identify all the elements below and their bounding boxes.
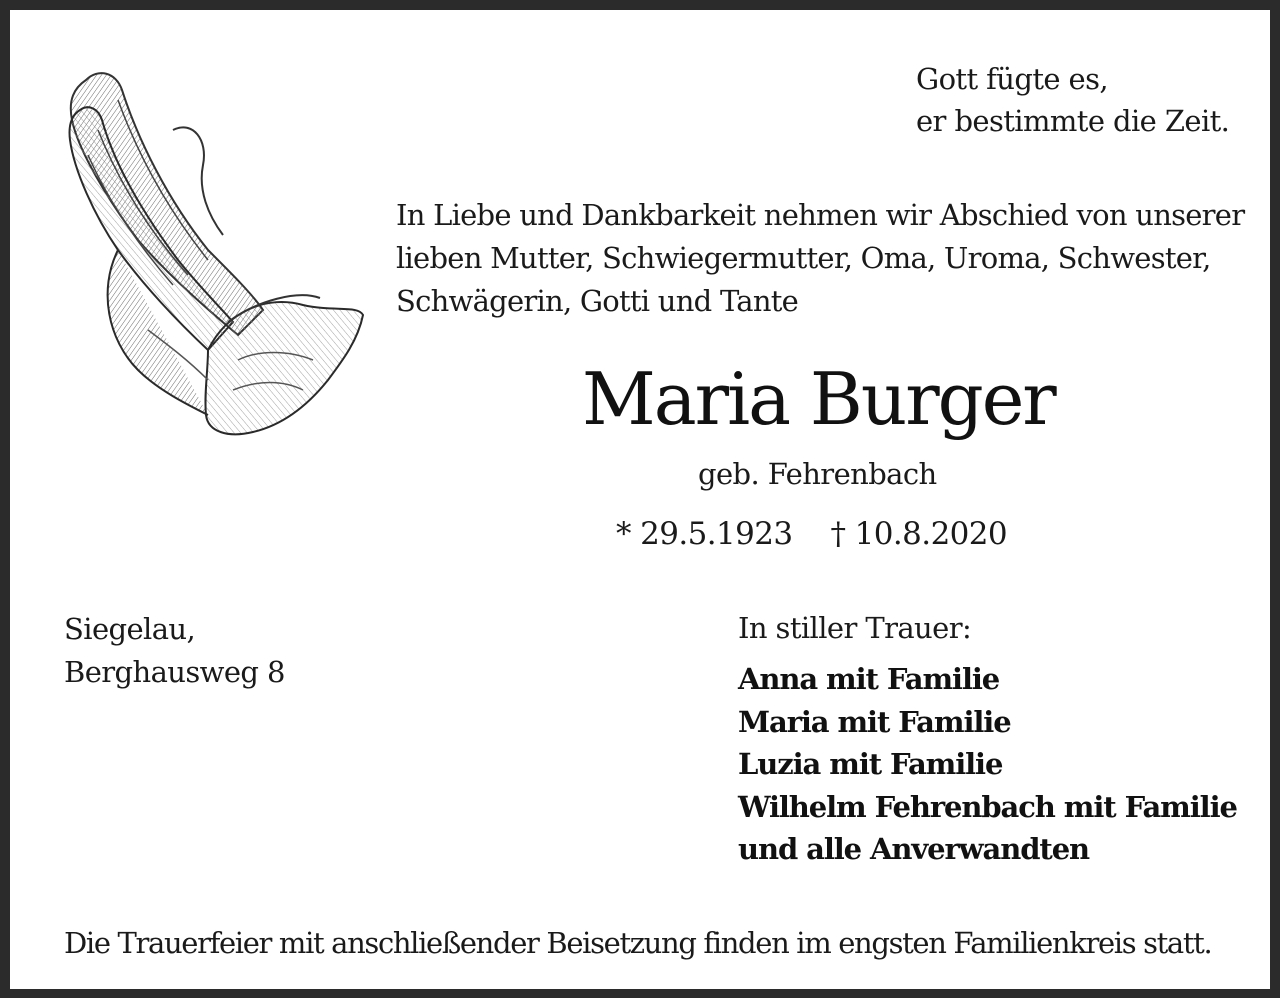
intro-text bbox=[396, 194, 1244, 323]
mourner-entry: Wilhelm Fehrenbach mit Familie bbox=[738, 789, 1237, 824]
mourners-list bbox=[738, 658, 1237, 871]
mourners-heading: In stiller Trauer: bbox=[738, 611, 972, 645]
birth-name: geb. Fehrenbach bbox=[698, 457, 937, 491]
life-dates bbox=[616, 512, 1007, 556]
intro-line: Schwägerin, Gotti und Tante bbox=[396, 284, 799, 318]
verse bbox=[916, 58, 1229, 142]
mourner-entry: Maria mit Familie bbox=[738, 704, 1011, 739]
address bbox=[64, 608, 285, 694]
praying-hands-icon bbox=[58, 60, 368, 440]
intro-line: In Liebe und Dankbarkeit nehmen wir Abschied von unserer bbox=[396, 198, 1245, 232]
address-line: Siegelau, bbox=[64, 612, 196, 646]
death-date: † 10.8.2020 bbox=[830, 516, 1008, 552]
mourner-entry: Anna mit Familie bbox=[738, 662, 1000, 696]
birth-date: * 29.5.1923 bbox=[616, 516, 793, 552]
verse-line: Gott fügte es, bbox=[916, 62, 1109, 96]
deceased-name: Maria Burger bbox=[582, 357, 1055, 441]
intro-line: lieben Mutter, Schwiegermutter, Oma, Uroma, Schwester, bbox=[396, 241, 1211, 275]
address-line: Berghausweg 8 bbox=[64, 655, 285, 689]
verse-line: er bestimmte die Zeit. bbox=[916, 104, 1230, 138]
funeral-notice: Die Trauerfeier mit anschließender Beisetzung finden im engsten Familienkreis statt. bbox=[64, 926, 1212, 960]
mourner-entry: und alle Anverwandten bbox=[738, 832, 1090, 866]
mourner-entry: Luzia mit Familie bbox=[738, 747, 1003, 781]
